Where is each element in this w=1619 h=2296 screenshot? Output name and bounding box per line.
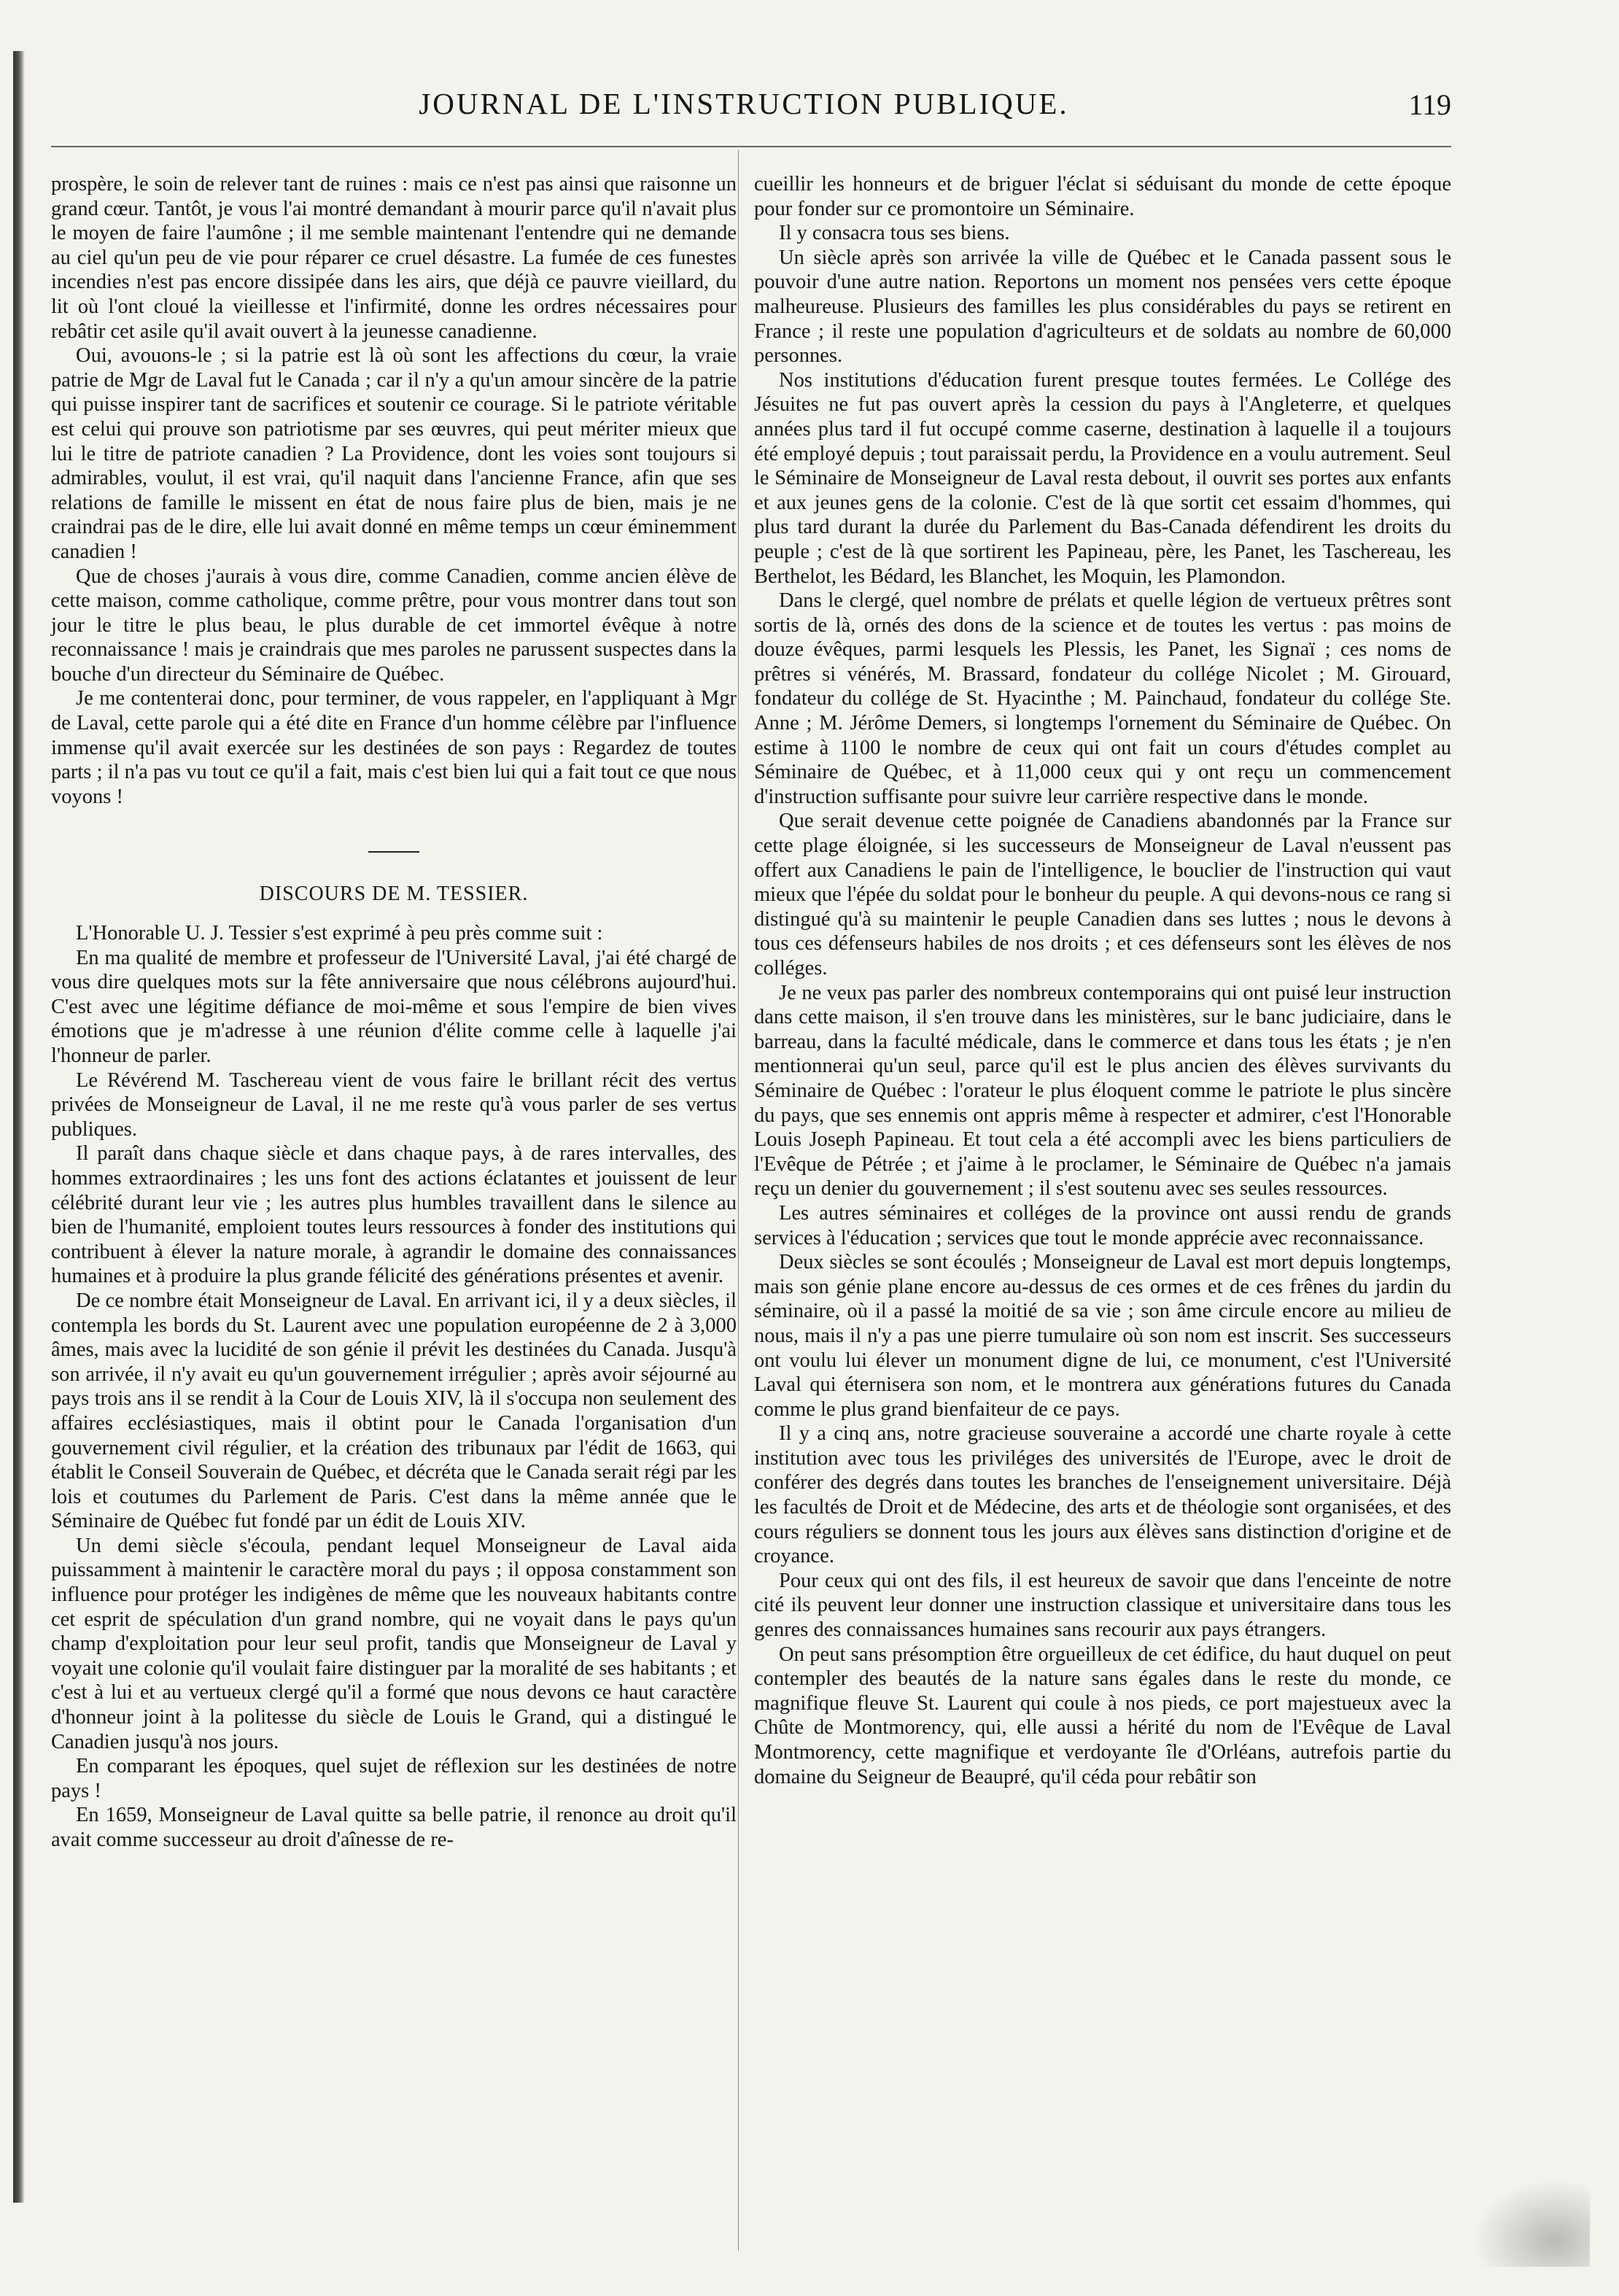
paragraph: Que serait devenue cette poignée de Canadiens abandonnés par la France sur cette plage éloignée, si les successeurs de Monseigneur de Laval n'eussent pas offert aux Canadiens le pain de l'intelligence, le bouclier de l'instruction qui vaut mieux que l'épée du soldat pour le bonheur du peuple. A qui devons-nous ce rang si distingué qu'à su maintenir le peuple Canadien dans ses luttes ; nous le devons à tous ces défenseurs habiles de nos droits ; et ces défenseurs sont les élèves de nos colléges. bbox=[754, 810, 1451, 980]
paragraph: Nos institutions d'éducation furent presque toutes fermées. Le Collége des Jésuites ne fut pas ouvert après la cession du pays à l'Angleterre, et quelques années plus tard il fut occupé comme caserne, destination à laquelle il a toujours été employé depuis ; tout paraissait perdu, la Providence en a voulu autrement. Seul le Séminaire de Monseigneur de Laval resta debout, il ouvrit ses portes aux enfants et aux jeunes gens de la colonie. C'est de là que sortit cet essaim d'hommes, qui plus tard durant la durée du Parlement du Bas-Canada défendirent les droits du peuple ; c'est de là que sortirent les Papineau, père, les Panet, les Taschereau, les Berthelot, les Bédard, les Blanchet, les Moquin, les Plamondon. bbox=[754, 368, 1451, 588]
paragraph: Le Révérend M. Taschereau vient de vous faire le brillant récit des vertus privées de Monseigneur de Laval, il ne me reste qu'à vous parler de ses vertus publiques. bbox=[51, 1069, 737, 1141]
section-heading: DISCOURS DE M. TESSIER. bbox=[259, 883, 529, 906]
paragraph: Il y a cinq ans, notre gracieuse souveraine a accordé une charte royale à cette institution avec tous les priviléges des universités de l'Europe, avec le droit de conférer des degrés dans toutes les branches de l'enseignement universitaire. Déjà les facultés de Droit et de Médecine, des arts et de théologie sont organisées, et des cours réguliers se donnent tous les jours aux élèves sans distinction d'origine et de croyance. bbox=[754, 1422, 1451, 1568]
paragraph: prospère, le soin de relever tant de ruines : mais ce n'est pas ainsi que raisonne un grand cœur. Tantôt, je vous l'ai montré demandant à mourir parce qu'il n'avait plus le moyen de faire l'aumône ; il me semble maintenant l'entendre qui ne demande au ciel qu'un peu de vie pour réparer ce cruel désastre. La fumée de ces funestes incendies n'est pas encore dissipée dans les airs, que déjà ce pauvre vieillard, du lit où l'ont cloué la vieillesse et l'infirmité, donne les ordres nécessaires pour rebâtir cet asile qu'il avait ouvert à la jeunesse canadienne. bbox=[51, 173, 737, 343]
binding-shadow bbox=[13, 51, 25, 2203]
paragraph: Que de choses j'aurais à vous dire, comme Canadien, comme ancien élève de cette maison, comme catholique, comme prêtre, pour vous montrer dans tout son jour le titre le plus beau, le plus durable de cet immortel évêque à notre reconnaissance ! mais je craindrais que mes paroles ne parussent suspectes dans la bouche d'un directeur du Séminaire de Québec. bbox=[51, 565, 737, 686]
scan-smudge bbox=[1473, 2179, 1590, 2267]
paragraph: Pour ceux qui ont des fils, il est heureux de savoir que dans l'enceinte de notre cité ils peuvent leur donner une instruction classique et universitaire dans tous les genres des connaissances humaines sans recourir aux pays étrangers. bbox=[754, 1569, 1451, 1642]
page-header bbox=[36, 86, 1451, 123]
paragraph: L'Honorable U. J. Tessier s'est exprimé à peu près comme suit : bbox=[76, 922, 603, 945]
paragraph: En ma qualité de membre et professeur de l'Université Laval, j'ai été chargé de vous dire quelques mots sur la fête anniversaire que nous célébrons aujourd'hui. C'est avec une légitime défiance de moi-même et sous l'empire de bien vives émotions que je m'adresse à une réunion d'élite comme celle à laquelle j'ai l'honneur de parler. bbox=[51, 946, 737, 1067]
section-separator bbox=[368, 851, 419, 853]
page-number: 119 bbox=[1408, 88, 1451, 121]
paragraph: Je ne veux pas parler des nombreux contemporains qui ont puisé leur instruction dans cette maison, il s'en trouve dans les ministères, sur le banc judiciaire, dans le barreau, dans la faculté médicale, dans le commerce et dans tous les états ; je n'en mentionnerai qu'un seul, parce qu'il est le plus ancien des élèves survivants du Séminaire de Québec : l'orateur le plus éloquent comme le patriote le plus sincère du pays, que ses ennemis ont appris même à respecter et admirer, c'est l'Honorable Louis Joseph Papineau. Et tout cela a été accompli avec les biens particuliers de l'Evêque de Pétrée ; et j'aime à le proclamer, le Séminaire de Québec n'a jamais reçu un denier du gouvernement ; il s'est soutenu avec ses seules ressources. bbox=[754, 981, 1451, 1201]
paragraph: On peut sans présomption être orgueilleux de cet édifice, du haut duquel on peut contempler des beautés de la nature sans égales dans le reste du monde, ce magnifique fleuve St. Laurent qui coule à nos pieds, ce port majestueux avec la Chûte de Montmorency, qui, elle aussi a hérité du nom de l'Evêque de Laval Montmorency, cette magnifique et verdoyante île d'Orléans, autrefois partie du domaine du Seigneur de Beaupré, qu'il céda pour rebâtir son bbox=[754, 1643, 1451, 1788]
journal-title: JOURNAL DE L'INSTRUCTION PUBLIQUE. bbox=[419, 87, 1069, 120]
paragraph: Il y consacra tous ses biens. bbox=[779, 222, 1010, 245]
paragraph: En 1659, Monseigneur de Laval quitte sa belle patrie, il renonce au droit qu'il avait comme successeur au droit d'aînesse de re- bbox=[51, 1804, 737, 1851]
paragraph: Je me contenterai donc, pour terminer, de vous rappeler, en l'appliquant à Mgr de Laval, cette parole qui a été dite en France d'un homme célèbre par l'influence immense qu'il avait exercée sur les destinées de son pays : Regardez de toutes parts ; il n'a pas vu tout ce qu'il a fait, mais c'est bien lui qui a fait tout ce que nous voyons ! bbox=[51, 687, 737, 808]
paragraph: Les autres séminaires et colléges de la province ont aussi rendu de grands services à l'éducation ; services que tout le monde apprécie avec reconnaissance. bbox=[754, 1201, 1451, 1249]
left-column bbox=[51, 172, 737, 1853]
paragraph: Dans le clergé, quel nombre de prélats et quelle légion de vertueux prêtres sont sortis de là, ornés des dons de la science et de toutes les vertus : pas moins de douze évêques, parmi lesquels les Plessis, les Panet, les Signaï ; ces noms de prêtres si vénérés, M. Brassard, fondateur du collége Nicolet ; M. Girouard, fondateur du collége de St. Hyacinthe ; M. Painchaud, fondateur du collége Ste. Anne ; M. Jérôme Demers, si longtemps l'ornement du Séminaire de Québec. On estime à 1100 le nombre de ceux qui ont fait un cours d'études complet au Séminaire de Québec, et à 11,000 ceux qui y ont reçu un commencement d'instruction suffisante pour suivre leur carrière respective dans le monde. bbox=[754, 589, 1451, 808]
paragraph: Deux siècles se sont écoulés ; Monseigneur de Laval est mort depuis longtemps, mais son génie plane encore au-dessus de ces ormes et de ces frênes du jardin du séminaire, où il a passé la moitié de sa vie ; son âme circule encore au milieu de nous, mais il n'y a pas une pierre tumulaire où son nom est inscrit. Ses successeurs ont voulu lui élever un monument digne de lui, ce monument, c'est l'Université Laval qui éternisera son nom, et le montrera aux générations futures du Canada comme le plus grand bienfaiteur de ce pays. bbox=[754, 1251, 1451, 1421]
column-divider bbox=[738, 150, 739, 2251]
right-column bbox=[754, 172, 1451, 1789]
paragraph: Il paraît dans chaque siècle et dans chaque pays, à de rares intervalles, des hommes extraordinaires ; les uns font des actions éclatantes et jouissent de leur célébrité durant leur vie ; les autres plus humbles travaillent dans le silence au bien de l'humanité, emploient toutes leurs ressources à fonder des institutions qui contribuent à élever la nature morale, à agrandir le domaine des connaissances humaines et à produire la plus grande félicité des générations présentes et avenir. bbox=[51, 1142, 737, 1288]
paragraph: De ce nombre était Monseigneur de Laval. En arrivant ici, il y a deux siècles, il contempla les bords du St. Laurent avec une population européenne de 2 à 3,000 âmes, mais avec la lucidité de son génie il prévit les destinées du Canada. Jusqu'à son arrivée, il n'y avait eu qu'un gouvernement irrégulier ; après avoir séjourné au pays trois ans il se rendit à la Cour de Louis XIV, là il s'occupa non seulement des affaires ecclésiastiques, mais il obtint pour le Canada l'organisation d'un gouvernement civil régulier, et la création des tribunaux par l'édit de 1663, qui établit le Conseil Souverain de Québec, et décréta que le Canada serait régi par les lois et coutumes du Parlement de Paris. C'est dans la même année que le Séminaire de Québec fut fondé par un édit de Louis XIV. bbox=[51, 1289, 737, 1533]
paragraph: En comparant les époques, quel sujet de réflexion sur les destinées de notre pays ! bbox=[51, 1755, 737, 1802]
paragraph: cueillir les honneurs et de briguer l'éclat si séduisant du monde de cette époque pour fonder sur ce promontoire un Séminaire. bbox=[754, 173, 1451, 220]
header-rule bbox=[51, 146, 1451, 147]
paragraph: Un demi siècle s'écoula, pendant lequel Monseigneur de Laval aida puissamment à maintenir le caractère moral du pays ; il opposa constamment son influence pour protéger les indigènes de même que les nouveaux habitants contre cet esprit de spéculation d'un grand nombre, qui ne voyait dans le pays qu'un champ d'exploitation pour leur seul profit, tandis que Monseigneur de Laval y voyait une colonie qu'il voulait faire distinguer par la moralité de ses habitants ; et c'est à lui et au vertueux clergé qu'il a formé que nous devons ce haut caractère d'honneur joint à la politesse du siècle de Louis le Grand, qui a distingué le Canadien jusqu'à nos jours. bbox=[51, 1534, 737, 1753]
paragraph: Un siècle après son arrivée la ville de Québec et le Canada passent sous le pouvoir d'une autre nation. Reportons un moment nos pensées vers cette époque malheureuse. Plusieurs des familles les plus considérables du pays se retirent en France ; il reste une population d'agriculteurs et de soldats au nombre de 60,000 personnes. bbox=[754, 246, 1451, 368]
paragraph: Oui, avouons-le ; si la patrie est là où sont les affections du cœur, la vraie patrie de Mgr de Laval fut le Canada ; car il n'y a qu'un amour sincère de la patrie qui puisse inspirer tant de sacrifices et soutenir ce courage. Si le patriote véritable est celui qui prouve son patriotisme par ses œuvres, qui peut mériter mieux que lui le titre de patriote canadien ? La Providence, dont les voies sont toujours si admirables, voulut, il est vrai, qu'il naquit dans l'ancienne France, afin que ses relations de famille le missent en état de nous faire plus de bien, mais je ne craindrai pas de le dire, elle lui avait donné en même temps un cœur éminemment canadien ! bbox=[51, 344, 737, 563]
